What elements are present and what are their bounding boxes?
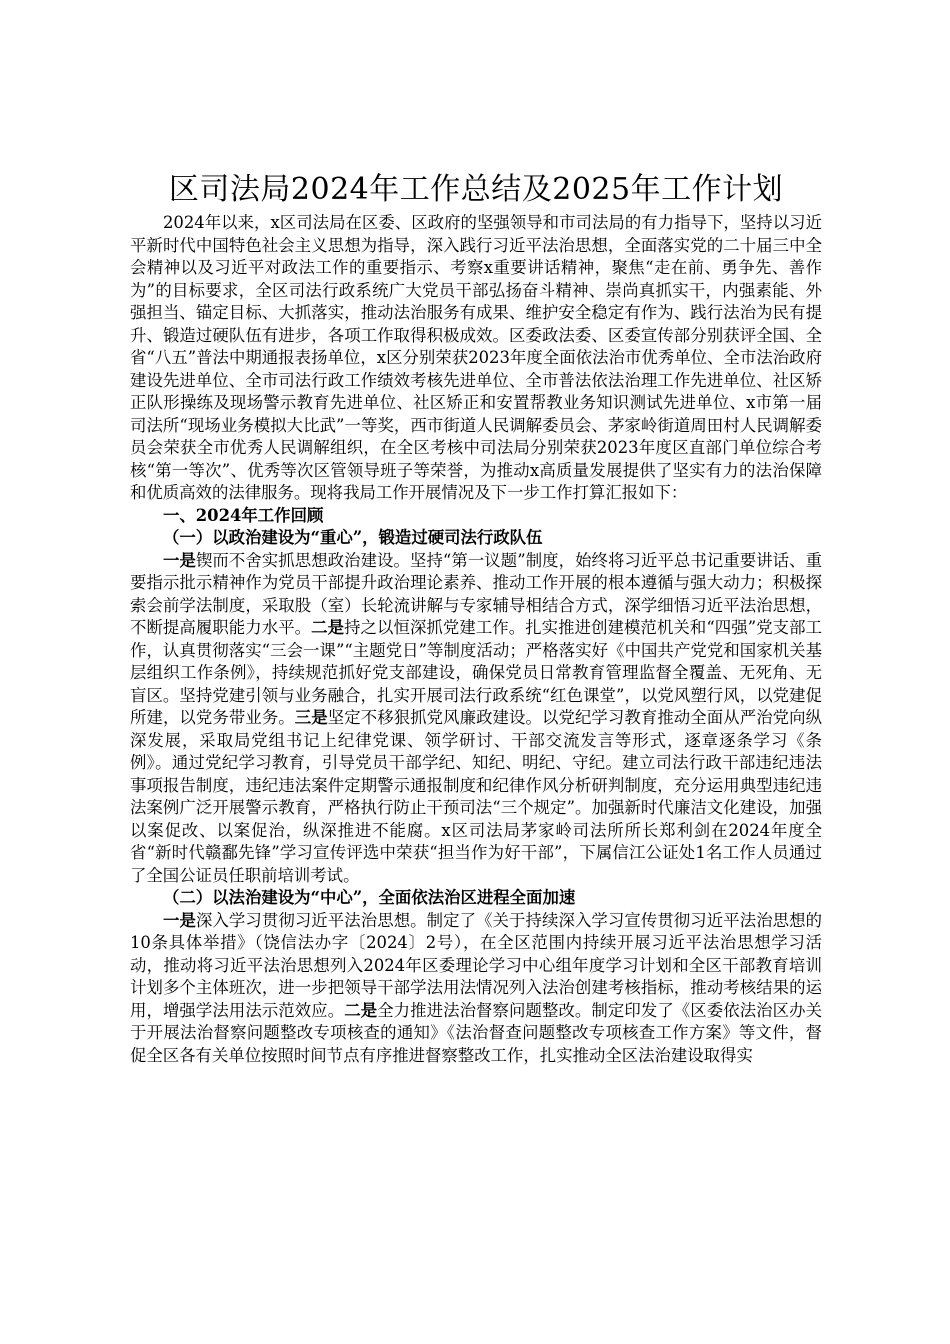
paragraph-text: 全力推进法治督察问题整改。制定印发了《区委依法治区办关于开展法治督察问题整改专项核查的通知》《法治督查问题整改专项核查工作方案》等文件，督促全区各有关单位按照时间节点有序推进督察整改工作，扎实推动全区法治建设取得实	[130, 1000, 823, 1065]
lead-marker: 一是	[163, 910, 196, 930]
paragraph-text: 持之以恒深抓党建工作。扎实推进创建模范机关和“四强”党支部工作，认真贯彻落实“三会一课”“主题党日”等制度活动；严格落实好《中国共产党党和国家机关基层组织工作条例》，持续规范抓好党支部建设，确保党员日常教育管理监督全覆盖、无死角、无盲区。坚持党建引领与业务融合，扎实开展司法行政系统“红色课堂”，以党风塑行风，以党建促所建，以党务带业务。	[130, 618, 822, 727]
section-heading-review: 一、2024年工作回顾	[163, 505, 324, 525]
subsection-heading-political: （一）以政治建设为“重心”，锻造过硬司法行政队伍	[163, 528, 543, 547]
paragraph-text: 锲而不舍实抓思想政治建设。坚持“第一议题”制度，始终将习近平总书记重要讲话、重要指示批示精神作为党员干部提升政治理论素养、推动工作开展的根本遵循与强大动力；积极探索会前学法制度，采取股（室）长轮流讲解与专家辅导相结合方式，深学细悟习近平法治思想，不断提高履职能力水平。	[130, 550, 822, 637]
paragraph-text: 深入学习贯彻习近平法治思想。制定了《关于持续深入学习宣传贯彻习近平法治思想的10条具体举措》（饶信法办字〔2024〕2号），在全区范围内持续开展习近平法治思想学习活动，推动将习近平法治思想列入2024年区委理论学习中心组年度学习计划和全区干部教育培训计划多个主体班次，进一步把领导干部学法用法情况列入法治创建考核指标，推动考核结果的运用，增强学法用法示范效应。	[130, 910, 823, 1020]
paragraph-text: 坚定不移狠抓党风廉政建设。以党纪学习教育推动全面从严治党向纵深发展，采取局党组书记上纪律党课、领学研讨、干部交流发言等形式，逐章逐条学习《条例》。通过党纪学习教育，引导党员干部学纪、知纪、明纪、守纪。建立司法行政干部违纪违法事项报告制度，违纪违法案件定期警示通报制度和纪律作风分析研判制度，充分运用典型违纪违法案例广泛开展警示教育，严格执行防止干预司法“三个规定”。加强新时代廉洁文化建设，加强以案促改、以案促治，纵深推进不能腐。x区司法局茅家岭司法所所长郑利剑在2024年度全省“新时代赣鄱先锋”学习宣传评选中荣获“担当作为好干部”，下属信江公证处1名工作人员通过了全国公证员任职前培训考试。	[130, 708, 823, 885]
subsection-heading-rule-of-law: （二）以法治建设为“中心”，全面依法治区进程全面加速	[163, 888, 576, 907]
paragraph-rule-of-law	[130, 910, 822, 1068]
paragraph-political-building	[130, 550, 822, 888]
lead-marker: 二是	[311, 618, 345, 637]
document-title: 区司法局2024年工作总结及2025年工作计划	[168, 172, 784, 207]
lead-marker: 二是	[344, 1000, 378, 1020]
intro-paragraph: 2024年以来，x区司法局在区委、区政府的坚强领导和市司法局的有力指导下，坚持以习近平新时代中国特色社会主义思想为指导，深入践行习近平法治思想，全面落实党的二十届三中全会精神以及习近平对政法工作的重要指示、考察x重要讲话精神，聚焦“走在前、勇争先、善作为”的目标要求，全区司法行政系统广大党员干部弘扬奋斗精神、崇尚真抓实干，内强素能、外强担当、锚定目标、大抓落实，推动法治服务有成果、维护安全稳定有作为、践行法治为民有提升、锻造过硬队伍有进步，各项工作取得积极成效。区委政法委、区委宣传部分别获评全国、全省“八五”普法中期通报表扬单位，x区分别荣获2023年度全面依法治市优秀单位、全市法治政府建设先进单位、全市司法行政工作绩效考核先进单位、全市普法依法治理工作先进单位、社区矫正队形操练及现场警示教育先进单位、社区矫正和安置帮教业务知识测试先进单位、x市第一届司法所“现场业务模拟大比武”一等奖，西市街道人民调解委员会、茅家岭街道周田村人民调解委员会荣获全市优秀人民调解组织，在全区考核中司法局分别荣获2023年度区直部门单位综合考核“第一等次”、优秀等次区管领导班子等荣誉，为推动x高质量发展提供了坚实有力的法治保障和优质高效的法律服务。现将我局工作开展情况及下一步工作打算汇报如下：	[130, 213, 822, 502]
lead-marker: 一是	[163, 550, 196, 570]
lead-marker: 三是	[294, 708, 328, 727]
